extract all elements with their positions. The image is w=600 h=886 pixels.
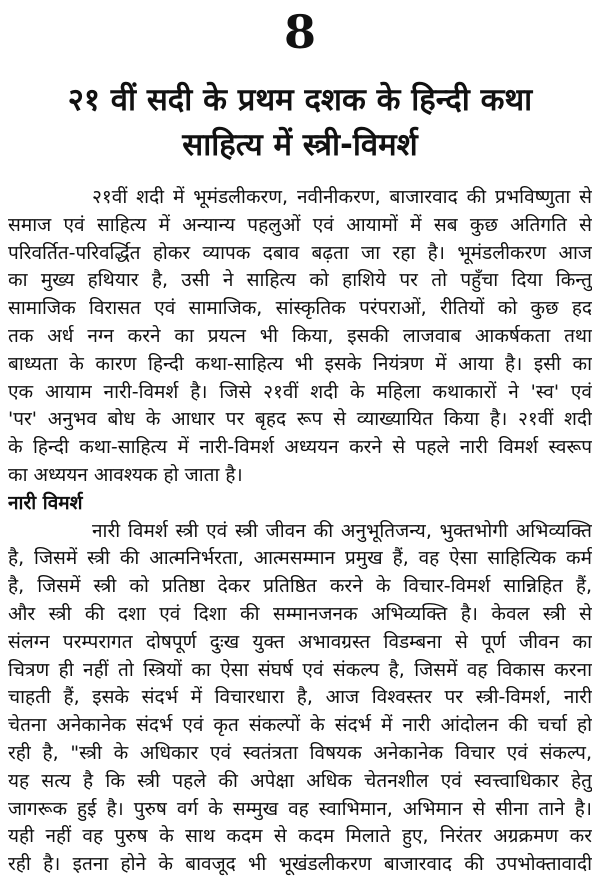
text-line: चित्रण ही नहीं तो स्त्रियों का ऐसा संघर्ष एवं संकल्प है, जिसमें वह विकास करना [8, 658, 592, 681]
text-line: यह सत्य है कि स्त्री पहले की अपेक्षा अधिक चेतनशील एवं स्वत्त्वाधिकार हेतु [8, 769, 592, 792]
text-line: है, जिसमें स्त्री की आत्मनिर्भरता, आत्मसम्मान प्रमुख हैं, वह ऐसा साहित्यिक कर्म [8, 547, 592, 570]
text-line: के हिन्दी कथा-साहित्य में नारी-विमर्श अध्ययन करने से पहले नारी विमर्श स्वरूप [8, 436, 592, 459]
text-line: २१वीं शदी में भूमंडलीकरण, नवीनीकरण, बाजारवाद की प्रभविष्णुता से [92, 186, 592, 208]
text-line: का मुख्य हथियार है, उसी ने साहित्य को हाशिये पर तो पहुँचा दिया किन्तु [8, 269, 592, 292]
text-line: है, जिसमें स्त्री को प्रतिष्ठा देकर प्रतिष्ठित करने के विचार-विमर्श सान्निहित हैं, [8, 575, 592, 598]
chapter-number: 8 [283, 5, 316, 59]
text-line: एक आयाम नारी-विमर्श है। जिसे २१वीं शदी के महिला कथाकारों ने 'स्व' एवं [8, 380, 592, 403]
text-line: 'पर' अनुभव बोध के आधार पर बृहद रूप से व्याख्यायित किया है। २१वीं शदी [8, 408, 592, 431]
chapter-title-line-1: २१ वीं सदी के प्रथम दशक के हिन्दी कथा [67, 82, 533, 118]
text-line: यही नहीं वह पुरुष के साथ कदम से कदम मिलाते हुए, निरंतर अग्रक्रमण कर [8, 825, 592, 848]
chapter-title-line-2: साहित्य में स्त्री-विमर्श [182, 127, 418, 163]
text-line: रही है। इतना होने के बावजूद भी भूखंडलीकरण बाजारवाद की उपभोक्तावादी [8, 853, 592, 876]
text-line: संलग्न परम्परागत दोषपूर्ण दुःख युक्त अभावग्रस्त विडम्बना से पूर्ण जीवन का [8, 630, 592, 653]
text-line: सामाजिक विरासत एवं सामाजिक, सांस्कृतिक परंपराओं, रीतियों को कुछ हद [8, 297, 592, 320]
text-line: रही है, "स्त्री के अधिकार एवं स्वतंत्रता विषयक अनेकानेक विचार एवं संकल्प, [8, 741, 592, 764]
text-line: तक अर्ध नग्न करने का प्रयत्न भी किया, इसकी लाजवाब आकर्षकता तथा [8, 324, 592, 347]
text-line: और स्त्री की दशा एवं दिशा की सम्मानजनक अभिव्यक्ति है। केवल स्त्री से [8, 602, 592, 625]
text-line: नारी विमर्श स्त्री एवं स्त्री जीवन की अनुभूतिजन्य, भुक्तभोगी अभिव्यक्ति [92, 519, 592, 542]
text-line: समाज एवं साहित्य में अन्यान्य पहलुओं एवं आयामों में सब कुछ अतिगति से [8, 213, 592, 236]
text-line: चाहती हैं, इसके संदर्भ में विचारधारा है, आज विश्वस्तर पर स्त्री-विमर्श, नारी [8, 686, 592, 709]
body-text [8, 184, 592, 879]
section-heading: नारी विमर्श [8, 491, 83, 514]
text-line: बाध्यता के कारण हिन्दी कथा-साहित्य भी इसके नियंत्रण में आया है। इसी का [8, 352, 592, 375]
paragraph-intro [8, 184, 592, 490]
text-line: जागरूक हुई है। पुरुष वर्ग के सम्मुख वह स्वाभिमान, अभिमान से सीना ताने है। [8, 797, 592, 820]
text-line: परिवर्तित-परिवर्द्धित होकर व्यापक दबाव बढ़ता जा रहा है। भूमंडलीकरण आज [8, 241, 592, 264]
text-line: चेतना अनेकानेक संदर्भ एवं कृत संकल्पों के संदर्भ में नारी आंदोलन की चर्चा हो [8, 714, 592, 737]
text-line: का अध्ययन आवश्यक हो जाता है। [8, 463, 243, 486]
paragraph-nari-vimarsh [8, 518, 592, 879]
